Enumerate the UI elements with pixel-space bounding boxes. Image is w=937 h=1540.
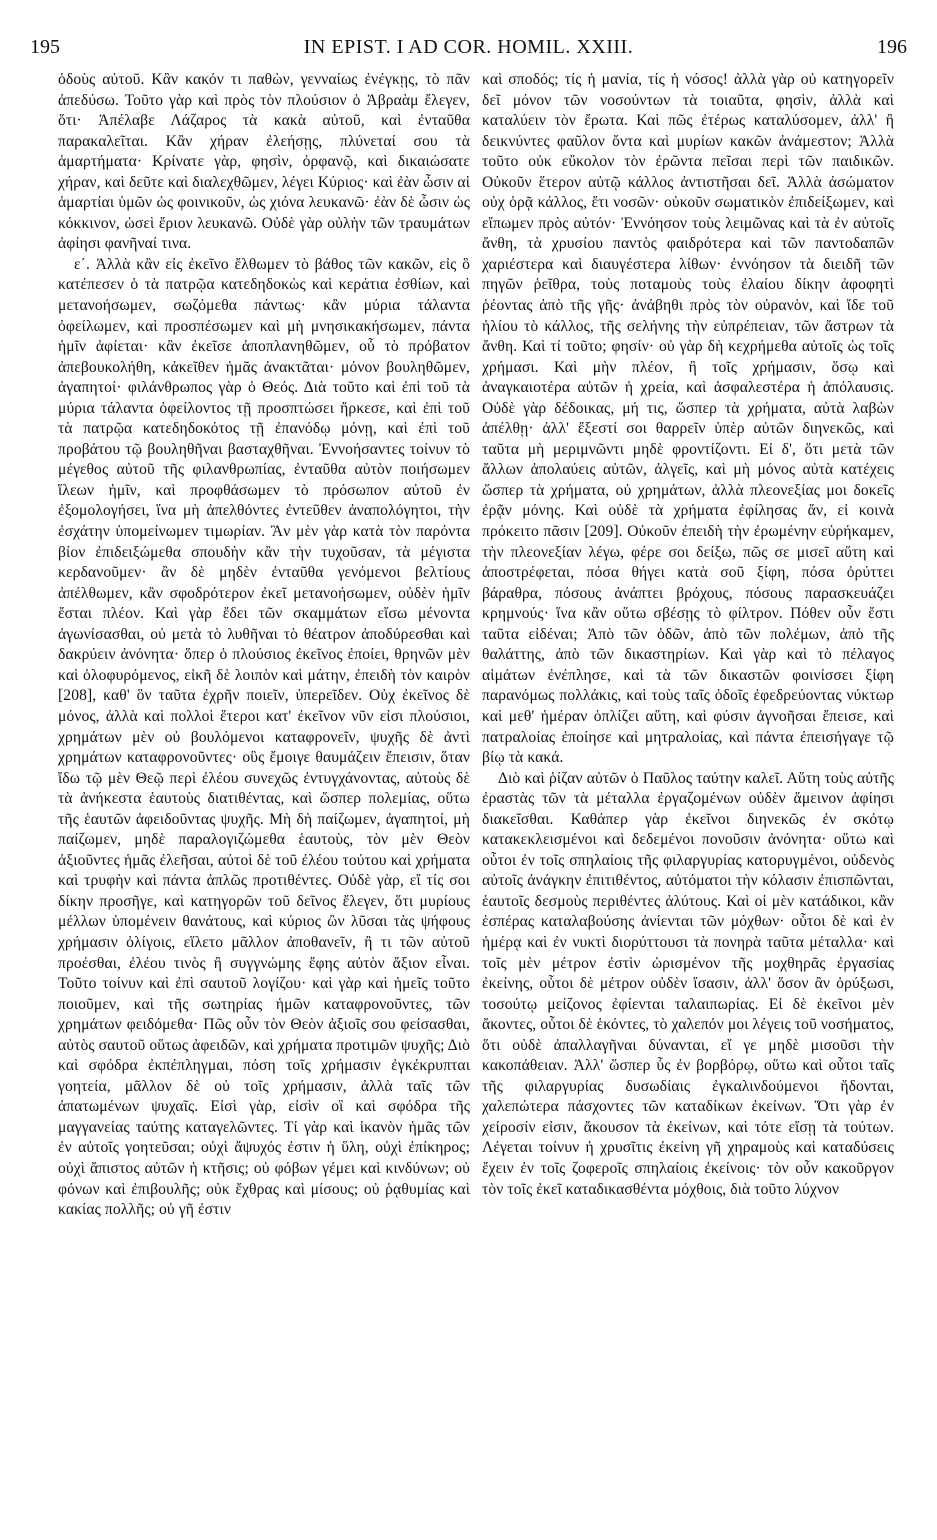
running-title: IN EPIST. I AD COR. HOMIL. XXIII.	[303, 36, 634, 58]
paragraph: καὶ σποδός; τίς ἡ μανία, τίς ἡ νόσος! ἀλλὰ γὰρ οὐ κατηγορεῖν δεῖ μόνον τῶν νοσούντων τὰ τοιαῦτα, φησὶν, ἀλλὰ καὶ καταλύειν τὸν ἔρωτα. Καὶ πῶς ἐτέρως καταλύσομεν, ἀλλ' ἢ δεικνύντες φαῦλον ὄντα καὶ μυρίων κακῶν ἀνάμεστον; Ἀλλὰ τοῦτο οὐκ εὔκολον τὸν ἐρῶντα πεῖσαι περὶ τῶν παιδικῶν. Οὐκοῦν ἕτερον αὐτῷ κάλλος ἀντιστῆσαι δεῖ. Ἀλλὰ ἀσώματον οὐχ ὁρᾷ κάλλος, ἔτι νοσῶν· οὐκοῦν σωματικὸν ἐπιδείξωμεν, καὶ εἴπωμεν πρὸς αὐτόν· Ἐννόησον τοὺς λειμῶνας καὶ τὰ ἐν αὐτοῖς ἄνθη, τὰ χρυσίου παντὸς φαιδρότερα καὶ τῶν παντοδαπῶν χαριέστερα καὶ διαυγέστερα λίθων· ἐννόησον τὰ διειδῆ τῶν πηγῶν ῥεῖθρα, τοὺς ποταμοὺς τοὺς ἐλαίου δίκην ἀφοφητὶ ῥέοντας ἀπὸ τῆς γῆς· ἀνάβηθι πρὸς τὸν οὐρανὸν, καὶ ἴδε τοῦ ἡλίου τὸ κάλλος, τῆς σελήνης τὴν εὐπρέπειαν, τῶν ἄστρων τὰ ἄνθη. Καὶ τί τοῦτο; φησίν· οὐ γὰρ δὴ κεχρήμεθα αὐτοῖς ὡς τοῖς χρήμασι. Καὶ μὴν πλέον, ἢ τοῖς χρήμασιν, ὅσῳ καὶ ἀναγκαιοτέρα αὐτῶν ἡ χρεία, καὶ ἀσφαλεστέρα ἡ ἀπόλαυσις. Οὐδὲ γὰρ δέδοικας, μή τις, ὥσπερ τὰ χρήματα, αὐτὰ λαβὼν ἀπέλθῃ· ἀλλ' ἔξεστί σοι θαρρεῖν ὑπὲρ αὐτῶν διηνεκῶς, καὶ ταῦτα μὴ μεριμνῶντι μηδὲ φροντίζοντι. Εἰ δ', ὅτι μετὰ τῶν ἄλλων ἀπολαύεις αὐτῶν, ἀλγεῖς, καὶ μὴ μόνος αὐτὰ κατέχεις ὥσπερ τὰ χρήματα, οὐ χρημάτων, ἀλλὰ πλεονεξίας μοι δοκεῖς ἐρᾷν μόνης. Καὶ οὐδὲ τὰ χρήματα ἐφίλησας ἄν, εἰ κοινὰ πρόκειτο πᾶσιν [209]. Οὐκοῦν ἐπειδὴ τὴν ἐρωμένην εὑρήκαμεν, τὴν πλεονεξίαν λέγω, φέρε σοι δείξω, πῶς σε μισεῖ αὕτη καὶ ἀποστρέφεται, πόσα θήγει κατὰ σοῦ ξίφη, πόσα ὀρύττει βάραθρα, πόσους ἀνάπτει βρόχους, πόσους παρασκευάζει κρημνούς· ἵνα κἂν οὕτω σβέσῃς τὸ φίλτρον. Πόθεν οὖν ἔστι ταῦτα εἰδέναι; Ἀπὸ τῶν ὁδῶν, ἀπὸ τῶν πολέμων, ἀπὸ τῆς θαλάττης, ἀπὸ τῶν δικαστηρίων. Καὶ γὰρ καὶ τὸ πέλαγος αἱμάτων ἐνέπλησε, καὶ τὰ τῶν δικαστῶν φοινίσσει ξίφη παρανόμως πολλάκις, καὶ τοὺς ταῖς ὁδοῖς ἐφεδρεύοντας νύκτωρ καὶ μεθ' ἡμέραν ὁπλίζει αὕτη, καὶ φύσιν ἀγνοῆσαι ἔπεισε, καὶ πατραλοίας ἐποίησε καὶ μητραλοίας, καὶ πάντα ἐπεισήγαγε τῷ βίῳ τὰ κακά.	[482, 71, 894, 767]
running-header	[30, 34, 907, 64]
left-column	[58, 70, 470, 1530]
paragraph: ε΄. Ἀλλὰ κἂν εἰς ἐκεῖνο ἔλθωμεν τὸ βάθος τῶν κακῶν, εἰς ὃ κατέπεσεν ὁ τὰ πατρῷα κατεδηδοκὼς καὶ κεράτια ἐσθίων, καὶ μετανοήσωμεν, σωζόμεθα πάντως· κἂν μύρια τάλαντα ὀφείλωμεν, καὶ προσπέσωμεν καὶ μὴ μνησικακήσωμεν, πάντα ἡμῖν ἀφίεται· κἂν ἐκεῖσε ἀποπλανηθῶμεν, οὗ τὸ πρόβατον ἀπεβουκολήθη, κἀκεῖθεν ἡμᾶς ἀνακτᾶται· μόνον βουληθῶμεν, ἀγαπητοί· φιλάνθρωπος γὰρ ὁ Θεός. Διὰ τοῦτο καὶ ἐπὶ τοῦ τὰ μύρια τάλαντα ὀφείλοντος τῇ προσπτώσει ἤρκεσε, καὶ ἐπὶ τοῦ τὰ πατρῷα κατεδηδοκότος τῇ ἐπανόδῳ μόνῃ, καὶ ἐπὶ τοῦ προβάτου τῷ βουληθῆναι βασταχθῆναι. Ἐννοήσαντες τοίνυν τὸ μέγεθος αὐτοῦ τῆς φιλανθρωπίας, ἐνταῦθα αὐτὸν ποιήσωμεν ἵλεων ἡμῖν, καὶ προφθάσωμεν τὸ πρόσωπον αὐτοῦ ἐν ἐξομολογήσει, ἵνα μὴ ἀπελθόντες ἐντεῦθεν ἀναπολόγητοι, τὴν ἐσχάτην ὑπομείνωμεν τιμωρίαν. Ἂν μὲν γὰρ κατὰ τὸν παρόντα βίον ἐπιδειξώμεθα σπουδὴν κἂν τὴν τυχοῦσαν, τὰ μέγιστα κερδανοῦμεν· ἂν δὲ μηδὲν ἐνταῦθα γενόμενοι βελτίους ἀπέλθωμεν, κἂν σφοδρότερον ἐκεῖ μετανοήσωμεν, οὐδὲν ἡμῖν ἔσται πλέον. Καὶ γὰρ ἔδει τῶν σκαμμάτων εἴσω μένοντα ἀγωνίσασθαι, οὐ μετὰ τὸ λυθῆναι τὸ θέατρον ἀποδύρεσθαι καὶ δακρύειν ἀνόνητα· ὅπερ ὁ πλούσιος ἐκεῖνος ἐποίει, θρηνῶν μὲν καὶ ὀλοφυρόμενος, εἰκῆ δὲ λοιπὸν καὶ μάτην, ἐπειδὴ τὸν καιρὸν [208], καθ' ὃν ταῦτα ἐχρῆν ποιεῖν, ὑπερεῖδεν. Οὐχ ἐκεῖνος δὲ μόνος, ἀλλὰ καὶ πολλοὶ ἕτεροι κατ' ἐκεῖνον νῦν εἰσι πλούσιοι, χρημάτων μὲν οὐ βουλόμενοι καταφρονεῖν, ψυχῆς δὲ ἀντὶ χρημάτων καταφρονοῦντες· οὓς ἔμοιγε θαυμάζειν ἔπεισιν, ὅταν ἴδω τῷ μὲν Θεῷ περὶ ἐλέου συνεχῶς ἐντυγχάνοντας, αὐτοὺς δὲ τὰ ἀνήκεστα ἑαυτοὺς διατιθέντας, καὶ ὥσπερ πολεμίας, οὕτω τῆς ἑαυτῶν ἀφειδοῦντας ψυχῆς. Μὴ δὴ παίζωμεν, ἀγαπητοί, μὴ παίζωμεν, μηδὲ παραλογιζώμεθα ἑαυτοὺς, τὸν μὲν Θεὸν ἀξιοῦντες ἡμᾶς ἐλεῆσαι, αὐτοὶ δὲ τοῦ ἐλέου τούτου καὶ χρήματα καὶ τρυφὴν καὶ πάντα ἁπλῶς προτιθέντες. Οὐδὲ γὰρ, εἴ τίς σοι δίκην προσῆγε, καὶ κατηγορῶν τοῦ δεῖνος ἔλεγεν, ὅτι μυρίους μέλλων ὑπομένειν θανάτους, καὶ κύριος ὢν λῦσαι τὰς ψήφους χρήμασιν ὀλίγοις, εἵλετο μᾶλλον ἀποθανεῖν, ἢ τι τῶν αὐτοῦ προέσθαι, ἐλέου τινὸς ἢ συγγνώμης ἔφης αὐτὸν ἄξιον εἶναι. Τοῦτο τοίνυν καὶ ἐπὶ σαυτοῦ λογίζου· καὶ γὰρ καὶ ἡμεῖς τοῦτο ποιοῦμεν, καὶ τῆς σωτηρίας ἡμῶν καταφρονοῦντες, τῶν χρημάτων φειδόμεθα· Πῶς οὖν τὸν Θεὸν ἀξιοῖς σου φείσασθαι, αὐτὸς σαυτοῦ οὕτως ἀφειδῶν, καὶ χρήματα προτιμῶν ψυχῆς; Διὸ καὶ σφόδρα ἐκπέπληγμαι, πόση τοῖς χρήμασιν ἐγκέκρυπται γοητεία, μᾶλλον δὲ οὐ τοῖς χρήμασιν, ἀλλὰ ταῖς τῶν ἀπατωμένων ψυχαῖς. Εἰσὶ γὰρ, εἰσὶν οἳ καὶ σφόδρα τῆς μαγγανείας ταύτης καταγελῶντες. Τί γὰρ καὶ ἱκανὸν ἡμᾶς τῶν ἐν αὐτοῖς γοητεῦσαι; οὐχὶ ἄψυχός ἐστιν ἡ ὕλη, οὐχὶ ἐπίκηρος; οὐχὶ ἄπιστος αὐτῶν ἡ κτῆσις; οὐ φόβων γέμει καὶ κινδύνων; οὐ φόνων καὶ ἐπιβουλῆς; οὐκ ἔχθρας καὶ μίσους; οὐ ῥᾳθυμίας καὶ κακίας πολλῆς; οὐ γῆ ἐστιν	[58, 255, 470, 1219]
right-column	[482, 70, 894, 1530]
paragraph: ὁδοὺς αὐτοῦ. Κἂν κακόν τι παθὼν, γενναίως ἐνέγκῃς, τὸ πᾶν ἀπεδύσω. Τοῦτο γὰρ καὶ πρὸς τὸν πλούσιον ὁ Ἀβραὰμ ἔλεγεν, ὅτι· Ἀπέλαβε Λάζαρος τὰ κακὰ αὐτοῦ, καὶ ἐνταῦθα παρακαλεῖται. Κἂν χήραν ἐλεήσῃς, πλύνεταί σου τὰ ἁμαρτήματα· Κρίνατε γὰρ, φησὶν, ὀρφανῷ, καὶ δικαιώσατε χήραν, καὶ δεῦτε καὶ διαλεχθῶμεν, λέγει Κύριος· καὶ ἐὰν ὦσιν αἱ ἁμαρτίαι ὑμῶν ὡς φοινικοῦν, ὡς χιόνα λευκανῶ· ἐὰν δὲ ὦσιν ὡς κόκκινον, ὡσεὶ ἔριον λευκανῶ. Οὐδὲ γὰρ οὐλὴν τῶν τραυμάτων ἀφίησι φανῆναί τινα.	[58, 71, 470, 253]
column-gutter	[476, 70, 477, 1525]
page-number-right: 196	[877, 36, 907, 58]
paragraph: Διὸ καὶ ῥίζαν αὐτῶν ὁ Παῦλος ταύτην καλεῖ. Αὕτη τοὺς αὐτῆς ἐραστὰς τῶν τὰ μέταλλα ἐργαζομένων οὐδὲν ἄμεινον ἀφίησι διακεῖσθαι. Καθάπερ γὰρ ἐκεῖνοι διηνεκῶς ἐν σκότῳ κατακεκλεισμένοι καὶ δεδεμένοι πονοῦσιν ἀνόνητα· οὕτω καὶ οὗτοι ἐν τοῖς σπηλαίοις τῆς φιλαργυρίας κατορυγμένοι, οὐδενὸς αὐτοῖς ἀνάγκην ἐπιτιθέντος, αὐτόματοι τὴν κόλασιν ἐπισπῶνται, ἑαυτοῖς δεσμοὺς περιθέντες ἀλύτους. Καὶ οἱ μὲν κατάδικοι, κἂν ἑσπέρας καταλαβούσης ἀνίενται τῶν μόχθων· οὗτοι δὲ καὶ ἐν ἡμέρᾳ καὶ ἐν νυκτὶ διορύττουσι τὰ πονηρὰ ταῦτα μέταλλα· καὶ τοῖς μὲν μέτρον ἐστὶν ὡρισμένον τῆς μοχθηρᾶς ἐργασίας ἐκείνης, οὗτοι δὲ μέτρον οὐδὲν ἴσασιν, ἀλλ' ὅσον ἂν ὀρύξωσι, τοσούτῳ μείζονος ἐφίενται ταλαιπωρίας. Εἰ δὲ ἐκεῖνοι μὲν ἄκοντες, οὗτοι δὲ ἑκόντες, τὸ χαλεπόν μοι λέγεις τοῦ νοσήματος, ὅτι οὐδὲ ἀπαλλαγῆναι δύνανται, εἴ γε μηδὲ μισοῦσι τὴν κακοπάθειαν. Ἀλλ' ὥσπερ ὗς ἐν βορβόρῳ, οὕτω καὶ οὗτοι ταῖς τῆς φιλαργυρίας δυσωδίαις ἐγκαλινδούμενοι ἥδονται, χαλεπώτερα πάσχοντες τῶν καταδίκων ἐκείνων. Ὅτι γὰρ ἐν χείροσίν εἰσιν, ἄκουσον τὰ ἐκείνων, καὶ τότε εἴσῃ τὰ τούτων. Λέγεται τοίνυν ἡ χρυσῖτις ἐκείνη γῆ χηραμοὺς καὶ καταδύσεις ἔχειν ἐν τοῖς ζοφεροῖς σπηλαίοις ἐκείνοις· τὸν οὖν κακοῦργον τὸν τοῖς ἐκεῖ καταδικασθέντα μόχθοις, διὰ τοῦτο λύχνον	[482, 769, 894, 1198]
page-number-left: 195	[30, 36, 60, 58]
